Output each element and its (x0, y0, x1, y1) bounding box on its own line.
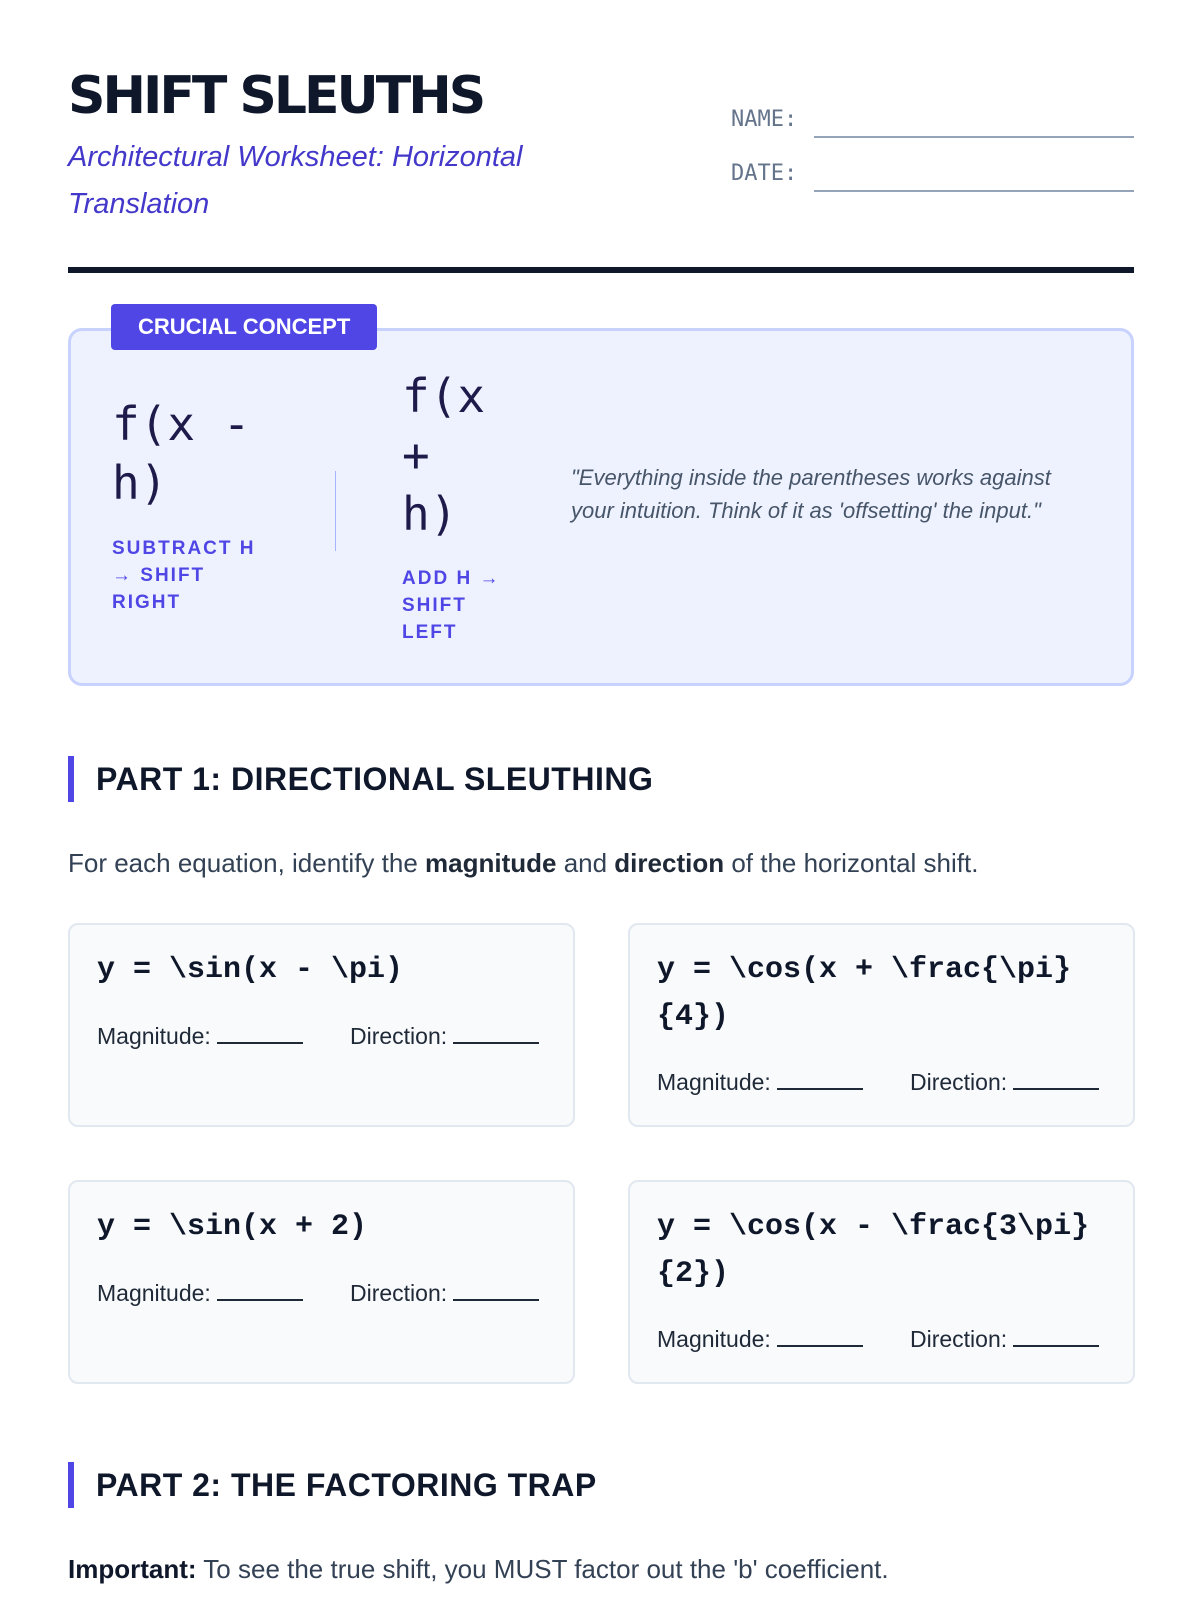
direction-blank[interactable] (1013, 1345, 1099, 1347)
magnitude-label: Magnitude: (657, 1069, 771, 1095)
direction-field[interactable] (910, 1067, 1099, 1097)
important-label: Important: (68, 1554, 197, 1584)
problem-equation: y = \cos(x + \frac{\pi}{4}) (657, 953, 1072, 1034)
instruction-text: of the horizontal shift. (724, 848, 979, 878)
note-shift-left: ADD H → SHIFT LEFT (402, 568, 501, 643)
magnitude-blank[interactable] (217, 1299, 303, 1301)
direction-blank[interactable] (453, 1299, 539, 1301)
direction-blank[interactable] (453, 1042, 539, 1044)
magnitude-field[interactable] (97, 1278, 303, 1308)
direction-label: Direction: (910, 1326, 1008, 1352)
problem-equation: y = \sin(x + 2) (97, 1210, 368, 1244)
name-blank-line[interactable] (814, 136, 1134, 138)
magnitude-blank[interactable] (777, 1088, 863, 1090)
magnitude-blank[interactable] (777, 1345, 863, 1347)
problem-equation: y = \sin(x - \pi) (97, 953, 404, 987)
direction-field[interactable] (350, 1021, 539, 1051)
concept-quote: "Everything inside the parentheses works against your intuition. Think of it as 'offsetting' the input." (571, 465, 1051, 523)
direction-label: Direction: (350, 1023, 448, 1049)
direction-label: Direction: (910, 1069, 1008, 1095)
instruction-bold-magnitude: magnitude (425, 848, 557, 878)
problem-card-1 (68, 923, 575, 1127)
formula-shift-right: f(x - h) (112, 397, 251, 510)
date-label: DATE: (731, 161, 798, 186)
problem-card-4 (628, 1180, 1135, 1384)
concept-divider (335, 471, 336, 551)
magnitude-label: Magnitude: (97, 1280, 211, 1306)
magnitude-field[interactable] (657, 1324, 863, 1354)
part1-instruction (68, 846, 1134, 880)
problem-card-2 (628, 923, 1135, 1127)
header-divider (68, 267, 1134, 273)
important-text: To see the true shift, you MUST factor out the 'b' coefficient. (196, 1554, 889, 1584)
problem-card-3 (68, 1180, 575, 1384)
instruction-text: and (556, 848, 615, 878)
formula-shift-left: f(x + h) (402, 369, 486, 541)
part2-heading: PART 2: THE FACTORING TRAP (68, 1462, 1134, 1508)
crucial-concept-badge: CRUCIAL CONCEPT (111, 304, 377, 350)
page-title: SHIFT SLEUTHS (68, 66, 484, 126)
concept-box (68, 328, 1134, 686)
date-blank-line[interactable] (814, 190, 1134, 192)
part1-heading: PART 1: DIRECTIONAL SLEUTHING (68, 756, 1134, 802)
note-shift-right: SUBTRACT H → SHIFT RIGHT (112, 538, 256, 613)
direction-field[interactable] (350, 1278, 539, 1308)
problem-equation: y = \cos(x - \frac{3\pi}{2}) (657, 1210, 1090, 1291)
instruction-text: For each equation, identify the (68, 848, 426, 878)
important-note (68, 1552, 1134, 1586)
direction-blank[interactable] (1013, 1088, 1099, 1090)
direction-label: Direction: (350, 1280, 448, 1306)
magnitude-label: Magnitude: (97, 1023, 211, 1049)
magnitude-field[interactable] (97, 1021, 303, 1051)
direction-field[interactable] (910, 1324, 1099, 1354)
magnitude-label: Magnitude: (657, 1326, 771, 1352)
magnitude-blank[interactable] (217, 1042, 303, 1044)
instruction-bold-direction: direction (614, 848, 725, 878)
name-label: NAME: (731, 107, 798, 132)
date-field[interactable] (731, 152, 1134, 192)
magnitude-field[interactable] (657, 1067, 863, 1097)
page-subtitle: Architectural Worksheet: Horizontal Translation (68, 141, 523, 220)
name-field[interactable] (731, 98, 1134, 138)
